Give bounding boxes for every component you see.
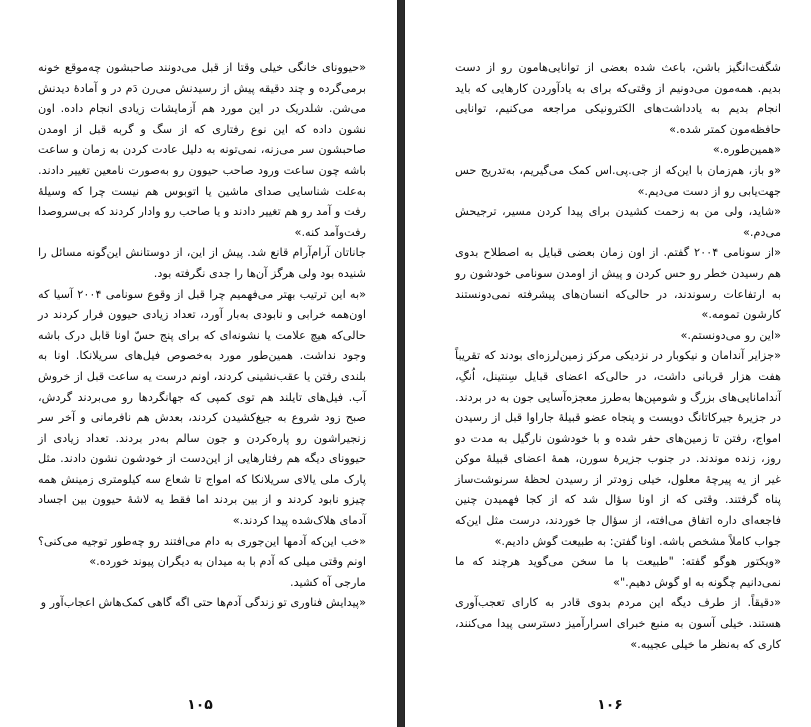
right-page <box>404 0 811 727</box>
paragraph: شگفت‌انگیز باشن، باعث شده بعضی از توانایی‌هامون رو از دست بدیم. همه‌مون می‌دونیم از وقتی‌که برای به یادآوردن کارهایی که باید انجام بدیم به یادداشت‌های الکترونیکی مراجعه می‌کنیم، توانایی حافظه‌مون کمتر شده.» <box>455 61 781 136</box>
paragraph: «این رو می‌دونستم.» <box>680 328 781 342</box>
left-page <box>0 0 398 727</box>
paragraph: مارجی آه کشید. <box>290 575 366 589</box>
paragraph: «پیدایش فناوری تو زندگی آدم‌ها حتی اگه گاهی کمک‌هاش اعجاب‌آور و <box>40 596 366 610</box>
paragraph: «و باز، هم‌زمان با این‌که از جی.پی.اس کمک می‌گیریم، به‌تدریج حس جهت‌یابی رو از دست می‌دیم.» <box>455 163 781 198</box>
paragraph: «شاید، ولی من به زحمت کشیدن برای پیدا کردن مسیر، ترجیحش می‌دم.» <box>455 205 781 239</box>
paragraph: «خب این‌که آدمها این‌جوری به دام می‌افتند رو چه‌طور توجیه می‌کنی؟ اونم وقتی میلی که آدم با به میدان به دیگران پیوند خورده.» <box>38 534 366 569</box>
paragraph: «دقیقاً. از طرف دیگه این مردم بدوی قادر به کارای تعجب‌آوری هستند. خیلی آسون به منبع خبرای اسرارآمیز دسترسی پیدا می‌کنند، کاری که به‌نظر ما خیلی عجیبه.» <box>455 596 781 651</box>
page-number: ۱۰۶ <box>597 697 623 713</box>
paragraph: «ویکتور هوگو گفته: "طبیعت با ما سخن می‌گوید هرچند که ما نمی‌دانیم چگونه به او گوش دهیم."» <box>455 555 781 589</box>
page-number: ۱۰۵ <box>187 697 213 713</box>
paragraph: «جزایر آندامان و نیکوبار در نزدیکی مرکز زمین‌لرزه‌ای بودند که تقریباً هفت هزار قربانی داشت، در حالی‌که اعضای قبایل سِنتینل، اُنگِ، آندامانایی‌های بزرگ و شومپن‌ها به‌طرز معجزه‌آسایی جون به در بردند. در جزیرهٔ جیرکاتانگ دویست و پنجاه عضو قبیلهٔ جاراوا قبل از رسیدن امواج، رفتن تا زمین‌های حفر شده و با خودشون نارگیل به مدت دو روز، زنده موندند. در جنوب جزیرهٔ سورن، همهٔ اعضای قبیلهٔ موکن غیر از یه پیرچهٔ معلول، خیلی زودتر از رسیدن لحظهٔ سرنوشت‌ساز پناه گرفتند. وقتی که از اونا سؤال شد که از کجا فهمیدن چنین فاجعه‌ای داره اتفاق می‌افته، از سؤال جا خوردند، درست مثل این‌که جواب کاملاً مشخص باشه. اونا گفتن: به طبیعت گوش دادیم.» <box>455 349 781 548</box>
left-page-text <box>38 58 366 614</box>
paragraph: «حیوونای خانگی خیلی وقتا از قبل می‌دونند صاحبشون چه‌موقع خونه برمی‌گرده و چند دقیقه پیش از رسیدنش می‌رن دَم در و آمادهٔ دیدنش می‌شن. شلدریک در این مورد هم آزمایشات زیادی انجام داده. اون نشون داده که این نوع رفتاری که از سگ و گربه قبل از اومدن صاحبشون سر می‌زنه، نمی‌تونه به دلیل عادت کردن به زمان و ساعت باشه چون ساعت ورود صاحب حیوون رو به‌صورت نامعین تغییر دادند. به‌علت شناسایی صدای ماشین یا اتوبوس هم نیست چرا که وسیلهٔ رفت و آمد رو هم تغییر دادند و یا صاحب رو وادار کردند که بی‌سروصدا رفت‌وآمد کنه.» <box>38 61 366 239</box>
paragraph: «به این ترتیب بهتر می‌فهمیم چرا قبل از وقوع سونامی ۲۰۰۴ آسیا که اون‌همه خرابی و نابودی به‌بار آورد، تعداد زیادی حیوون فرار کردند در حالی‌که هیچ علامت یا نشونه‌ای که برای پنج حسّ اونا قابل درک باشه وجود نداشت. همین‌طور مورد به‌خصوص فیل‌های سریلانکا. اونا به بلندی رفتن یا عقب‌نشینی کردند، اونم درست یه ساعت قبل از خروش آب. فیل‌های تایلند هم توی کمپی که جهانگردها رو می‌بردند گردش، صبح زود شروع به جیغ‌کشیدن کردند، بعدش هم نافرمانی و آخر سر زنجیراشون رو پاره‌کردن و جون سالم به‌در بردند. تعداد زیادی از حیوونای دیگه هم رفتارهایی از این‌دست از خودشون نشون دادند. مثل پارک ملی یالای سریلانکا که امواج تا شعاع سه کیلومتری زمینش همه چیزو نابود کردند و از بین بردند اما فقط یه لاشهٔ حیوون بین اجساد آدمای هلاک‌شده پیدا کردند.» <box>38 287 366 528</box>
paragraph: «از سونامی ۲۰۰۴ گفتم. از اون زمان بعضی قبایل به اصطلاح بدوی هم رسیدن خطر رو حس کردن و پیش از اومدن سونامی خودشون رو به ارتفاعات رسوندند، در حالی‌که انسان‌های پیشرفته نمی‌دونستند کارشون تمومه.» <box>455 246 781 322</box>
paragraph: جاناتان آرام‌آرام قانع شد. پیش از این، از دوستانش این‌گونه مسائل را شنیده بود ولی هرگز آن‌ها را جدی نگرفته بود. <box>38 246 366 280</box>
paragraph: «همین‌طوره.» <box>712 143 781 157</box>
right-page-text <box>455 58 781 655</box>
